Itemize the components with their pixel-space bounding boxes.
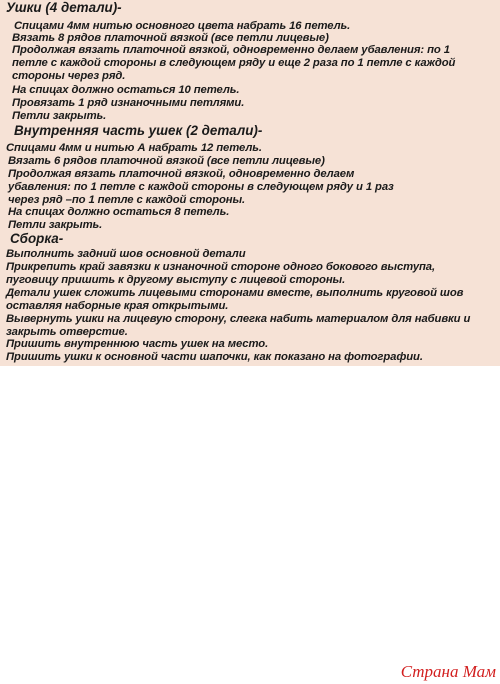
text-line: Вязать 6 рядов платочной вязкой (все петли лицевые): [8, 155, 325, 167]
text-line: Пришить ушки к основной части шапочки, как показано на фотографии.: [6, 351, 423, 363]
text-line: Вывернуть ушки на лицевую сторону, слегка набить материалом для набивки и: [6, 313, 471, 325]
text-line: Выполнить задний шов основной детали: [6, 248, 246, 260]
text-line: На спицах должно остаться 8 петель.: [8, 206, 230, 218]
text-line: закрыть отверстие.: [6, 326, 128, 338]
text-line: Провязать 1 ряд изнаночными петлями.: [12, 97, 245, 109]
text-line: На спицах должно остаться 10 петель.: [12, 84, 240, 96]
text-line: через ряд –по 1 петле с каждой стороны.: [8, 194, 246, 206]
text-line: петле с каждой стороны в следующем ряду и еще 2 раза по 1 петле с каждой: [12, 57, 456, 69]
text-line: пуговицу пришить к другому выступу с лицевой стороны.: [6, 274, 346, 286]
text-line: Продолжая вязать платочной вязкой, одновременно делаем: [8, 168, 355, 180]
text-line: Спицами 4мм нитью основного цвета набрать 16 петель.: [14, 20, 351, 32]
text-line: Вязать 8 рядов платочной вязкой (все петли лицевые): [12, 32, 329, 44]
text-line: оставляя наборные края открытыми.: [6, 300, 229, 312]
text-line: Пришить внутреннюю часть ушек на место.: [6, 338, 269, 350]
text-line: убавления: по 1 петле с каждой стороны в следующем ряду и 1 раз: [8, 181, 394, 193]
text-line: Продолжая вязать платочной вязкой, одновременно делаем убавления: по 1: [12, 44, 450, 56]
section-heading-ears: Ушки (4 детали)-: [6, 0, 122, 15]
text-line: Петли закрыть.: [8, 219, 103, 231]
text-line: Детали ушек сложить лицевыми сторонами вместе, выполнить круговой шов: [6, 287, 464, 299]
text-line: Петли закрыть.: [12, 110, 107, 122]
site-watermark: Страна Мам: [400, 662, 496, 681]
text-line: Спицами 4мм и нитью А набрать 12 петель.: [6, 142, 262, 154]
text-line: стороны через ряд.: [12, 70, 126, 82]
text-line: Прикрепить край завязки к изнаночной стороне одного бокового выступа,: [6, 261, 436, 273]
section-heading-inner: Внутренняя часть ушек (2 детали)-: [14, 123, 263, 138]
section-heading-assembly: Сборка-: [10, 231, 64, 246]
